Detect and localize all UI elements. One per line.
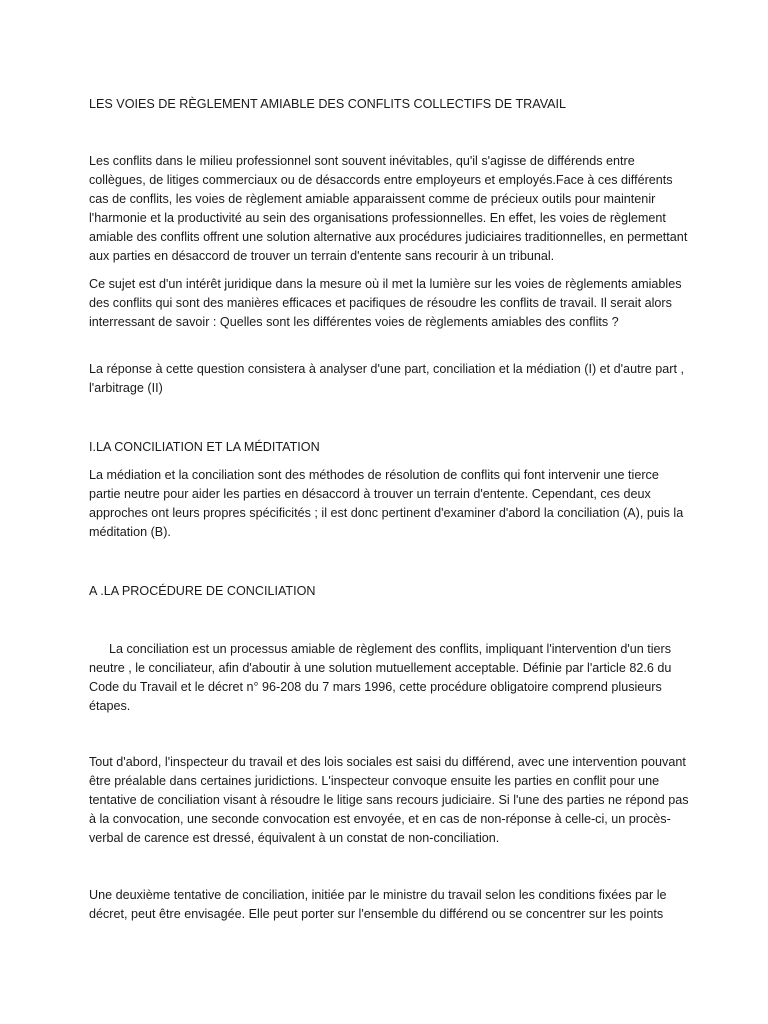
document-title: LES VOIES DE RÈGLEMENT AMIABLE DES CONFLITS COLLECTIFS DE TRAVAIL [89,97,567,111]
intro-paragraph-3: La réponse à cette question consistera à analyser d'une part, conciliation et la médiation (I) et d'autre part , l'arbitrage (II) [89,362,684,395]
intro-paragraph-1: Les conflits dans le milieu professionnel sont souvent inévitables, qu'il s'agisse de différends entre collègues, de litiges commerciaux ou de désaccords entre employeurs et employés.Face à ces différents cas de conflits, les voies de règlement amiable apparaissent comme de précieux outils pour maintenir l'harmonie et la productivité au sein des organisations professionnelles. En effet, les voies de règlement amiable des conflits offrent une solution alternative aux procédures judiciaires traditionnelles, en permettant aux parties en désaccord de trouver un terrain d'entente sans recourir à un tribunal. [89,154,688,263]
subsection-a-paragraph-1: La conciliation est un processus amiable de règlement des conflits, impliquant l'intervention d'un tiers neutre , le conciliateur, afin d'aboutir à une solution mutuellement acceptable. Définie par l'article 82.6 du Code du Travail et le décret n° 96-208 du 7 mars 1996, cette procédure obligatoire comprend plusieurs étapes. [89,642,672,713]
intro-paragraph-2: Ce sujet est d'un intérêt juridique dans la mesure où il met la lumière sur les voies de règlements amiables des conflits qui sont des manières efficaces et pacifiques de résoudre les conflits de travail. Il serait alors interressant de savoir : Quelles sont les différentes voies de règlements amiables des conflits ? [89,277,682,329]
subsection-a-paragraph-2: Tout d'abord, l'inspecteur du travail et des lois sociales est saisi du différend, avec une intervention pouvant être préalable dans certaines juridictions. L'inspecteur convoque ensuite les parties en conflit pour une tentative de conciliation visant à résoudre le litige sans recours judiciaire. Si l'une des parties ne répond pas à la convocation, une seconde convocation est envoyée, et en cas de non-réponse à celle-ci, un procès-verbal de carence est dressé, équivalent à un constat de non-conciliation. [89,755,689,845]
subsection-a-heading: A .LA PROCÉDURE DE CONCILIATION [89,584,316,598]
subsection-a-paragraph-3: Une deuxième tentative de conciliation, initiée par le ministre du travail selon les conditions fixées par le décret, peut être envisagée. Elle peut porter sur l'ensemble du différend ou se concentrer sur les points [89,888,667,921]
section-1-paragraph: La médiation et la conciliation sont des méthodes de résolution de conflits qui font intervenir une tierce partie neutre pour aider les parties en désaccord à trouver un terrain d'entente. Cependant, ces deux approches ont leurs propres spécificités ; il est donc pertinent d'examiner d'abord la conciliation (A), puis la méditation (B). [89,468,684,539]
section-1-heading: I.LA CONCILIATION ET LA MÉDITATION [89,440,320,454]
